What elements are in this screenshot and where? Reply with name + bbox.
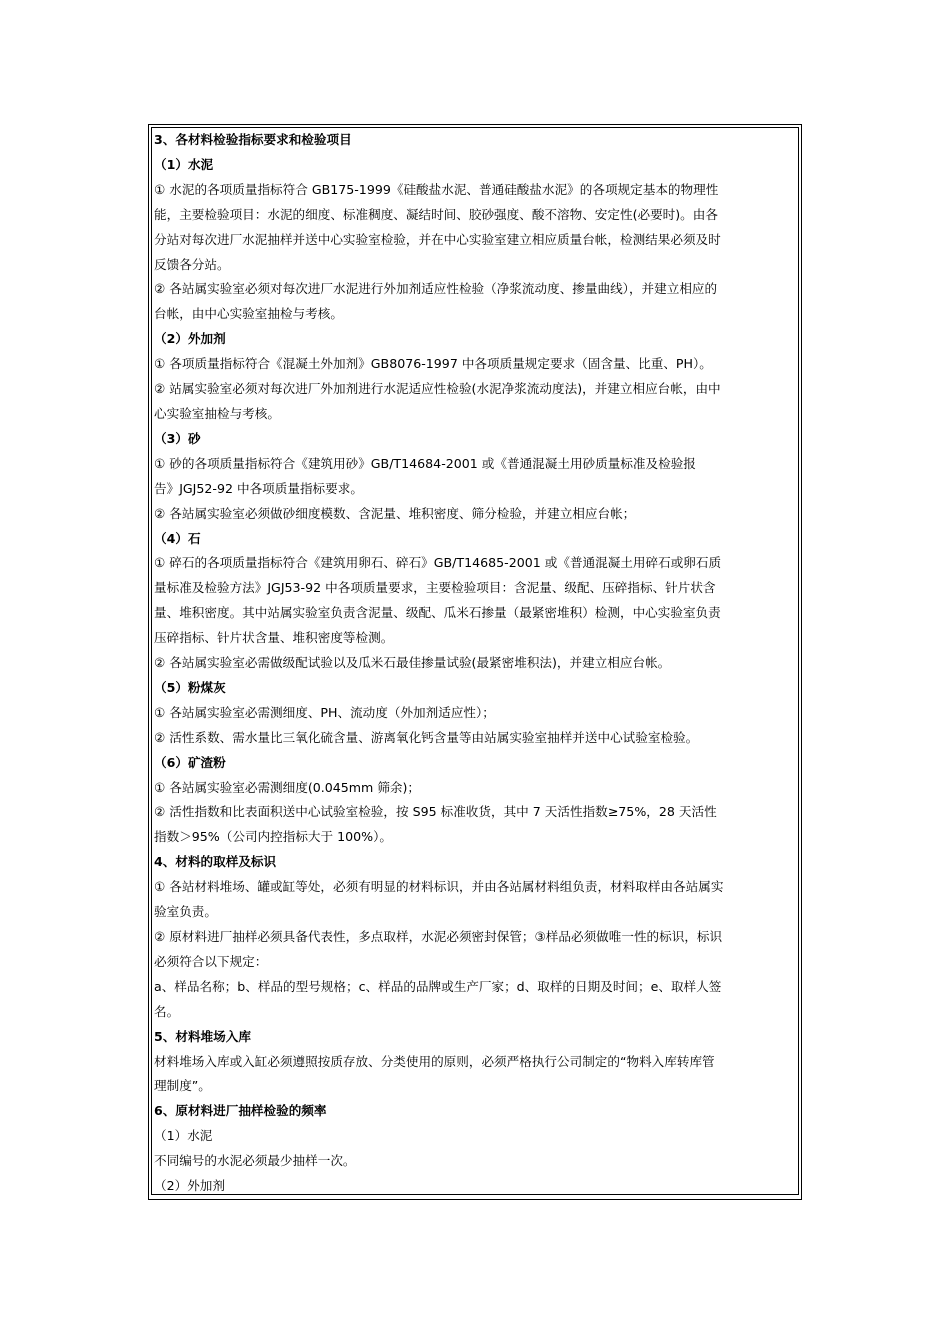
section-heading: （5）粉煤灰 [154,679,226,695]
text-line: ① 各站属实验室必需测细度(0.045mm 筛余)； [154,779,421,795]
section-heading: （3）砂 [154,430,201,446]
section-heading: （6）矿渣粉 [154,754,226,770]
text-line: ② 站属实验室必须对每次进厂外加剂进行水泥适应性检验(水泥净浆流动度法)，并建立相应台帐，由中 [154,381,721,397]
text-line: 能，主要检验项目：水泥的细度、标准稠度、凝结时间、胶砂强度、酸不溶物、安定性(必要时)。由各 [154,206,718,222]
document-cell [151,127,799,1195]
section-heading: 4、材料的取样及标识 [154,854,277,870]
text-line: ① 各项质量指标符合《混凝土外加剂》GB8076-1997 中各项质量规定要求（固含量、比重、PH）。 [154,356,712,372]
text-line: 不同编号的水泥必须最少抽样一次。 [154,1153,356,1169]
text-line: 必须符合以下规定： [154,953,268,969]
text-line: ① 碎石的各项质量指标符合《建筑用卵石、碎石》GB/T14685-2001 或《普通混凝土用碎石或卵石质 [154,555,722,571]
text-line: ② 活性指数和比表面积送中心试验室检验，按 S95 标准收货，其中 7 天活性指数≥75%，28 天活性 [154,804,717,820]
section-heading: （1）水泥 [154,156,214,172]
text-line: （1）水泥 [154,1128,213,1144]
text-line: 验室负责。 [154,904,217,920]
text-line: ① 各站材料堆场、罐或缸等处，必须有明显的材料标识，并由各站属材料组负责，材料取样由各站属实 [154,879,724,895]
text-line: 心实验室抽检与考核。 [154,405,280,421]
section-heading: 6、原材料进厂抽样检验的频率 [154,1103,327,1119]
text-line: 台帐，由中心实验室抽检与考核。 [154,306,343,322]
text-line: ② 活性系数、需水量比三氧化硫含量、游离氧化钙含量等由站属实验室抽样并送中心试验室检验。 [154,729,699,745]
section-heading: 3、各材料检验指标要求和检验项目 [154,132,352,147]
text-line: 告》JGJ52-92 中各项质量指标要求。 [154,480,363,496]
text-line: 名。 [154,1003,180,1019]
text-line: 量标准及检验方法》JGJ53-92 中各项质量要求，主要检验项目：含泥量、级配、压碎指标、针片状含 [154,580,716,596]
document-table [148,124,802,1200]
text-line: 理制度”。 [154,1078,211,1094]
text-line: 分站对每次进厂水泥抽样并送中心实验室检验，并在中心实验室建立相应质量台帐，检测结果必须及时 [154,231,721,247]
text-line: （2）外加剂 [154,1178,225,1194]
text-line: ① 各站属实验室必需测细度、PH、流动度（外加剂适应性）； [154,704,495,720]
section-heading: 5、材料堆场入库 [154,1028,251,1044]
text-line: ② 各站属实验室必须做砂细度模数、含泥量、堆积密度、筛分检验，并建立相应台帐； [154,505,636,521]
text-line: a、样品名称；b、样品的型号规格；c、样品的品牌或生产厂家；d、取样的日期及时间；e、取样人签 [154,978,722,994]
section-heading: （2）外加剂 [154,331,226,347]
section-heading: （4）石 [154,530,201,546]
text-line: ① 砂的各项质量指标符合《建筑用砂》GB/T14684-2001 或《普通混凝土用砂质量标准及检验报 [154,455,696,471]
text-line: 压碎指标、针片状含量、堆积密度等检测。 [154,630,394,646]
text-line: ② 各站属实验室必须对每次进厂水泥进行外加剂适应性检验（净浆流动度、掺量曲线），并建立相应的 [154,281,718,297]
text-line: 反馈各分站。 [154,256,230,272]
text-line: 量、堆积密度。其中站属实验室负责含泥量、级配、瓜米石掺量（最紧密堆积）检测，中心实验室负责 [154,605,721,621]
text-line: ② 原材料进厂抽样必须具备代表性，多点取样，水泥必须密封保管；③样品必须做唯一性的标识，标识 [154,929,723,944]
text-line: ② 各站属实验室必需做级配试验以及瓜米石最佳掺量试验(最紧密堆积法)，并建立相应台帐。 [154,655,671,671]
text-line: ① 水泥的各项质量指标符合 GB175-1999《硅酸盐水泥、普通硅酸盐水泥》的各项规定基本的物理性 [154,181,719,197]
text-line: 材料堆场入库或入缸必须遵照按质存放、分类使用的原则，必须严格执行公司制定的“物料入库转库管 [154,1053,715,1069]
text-line: 指数＞95%（公司内控指标大于 100%）。 [154,829,393,845]
